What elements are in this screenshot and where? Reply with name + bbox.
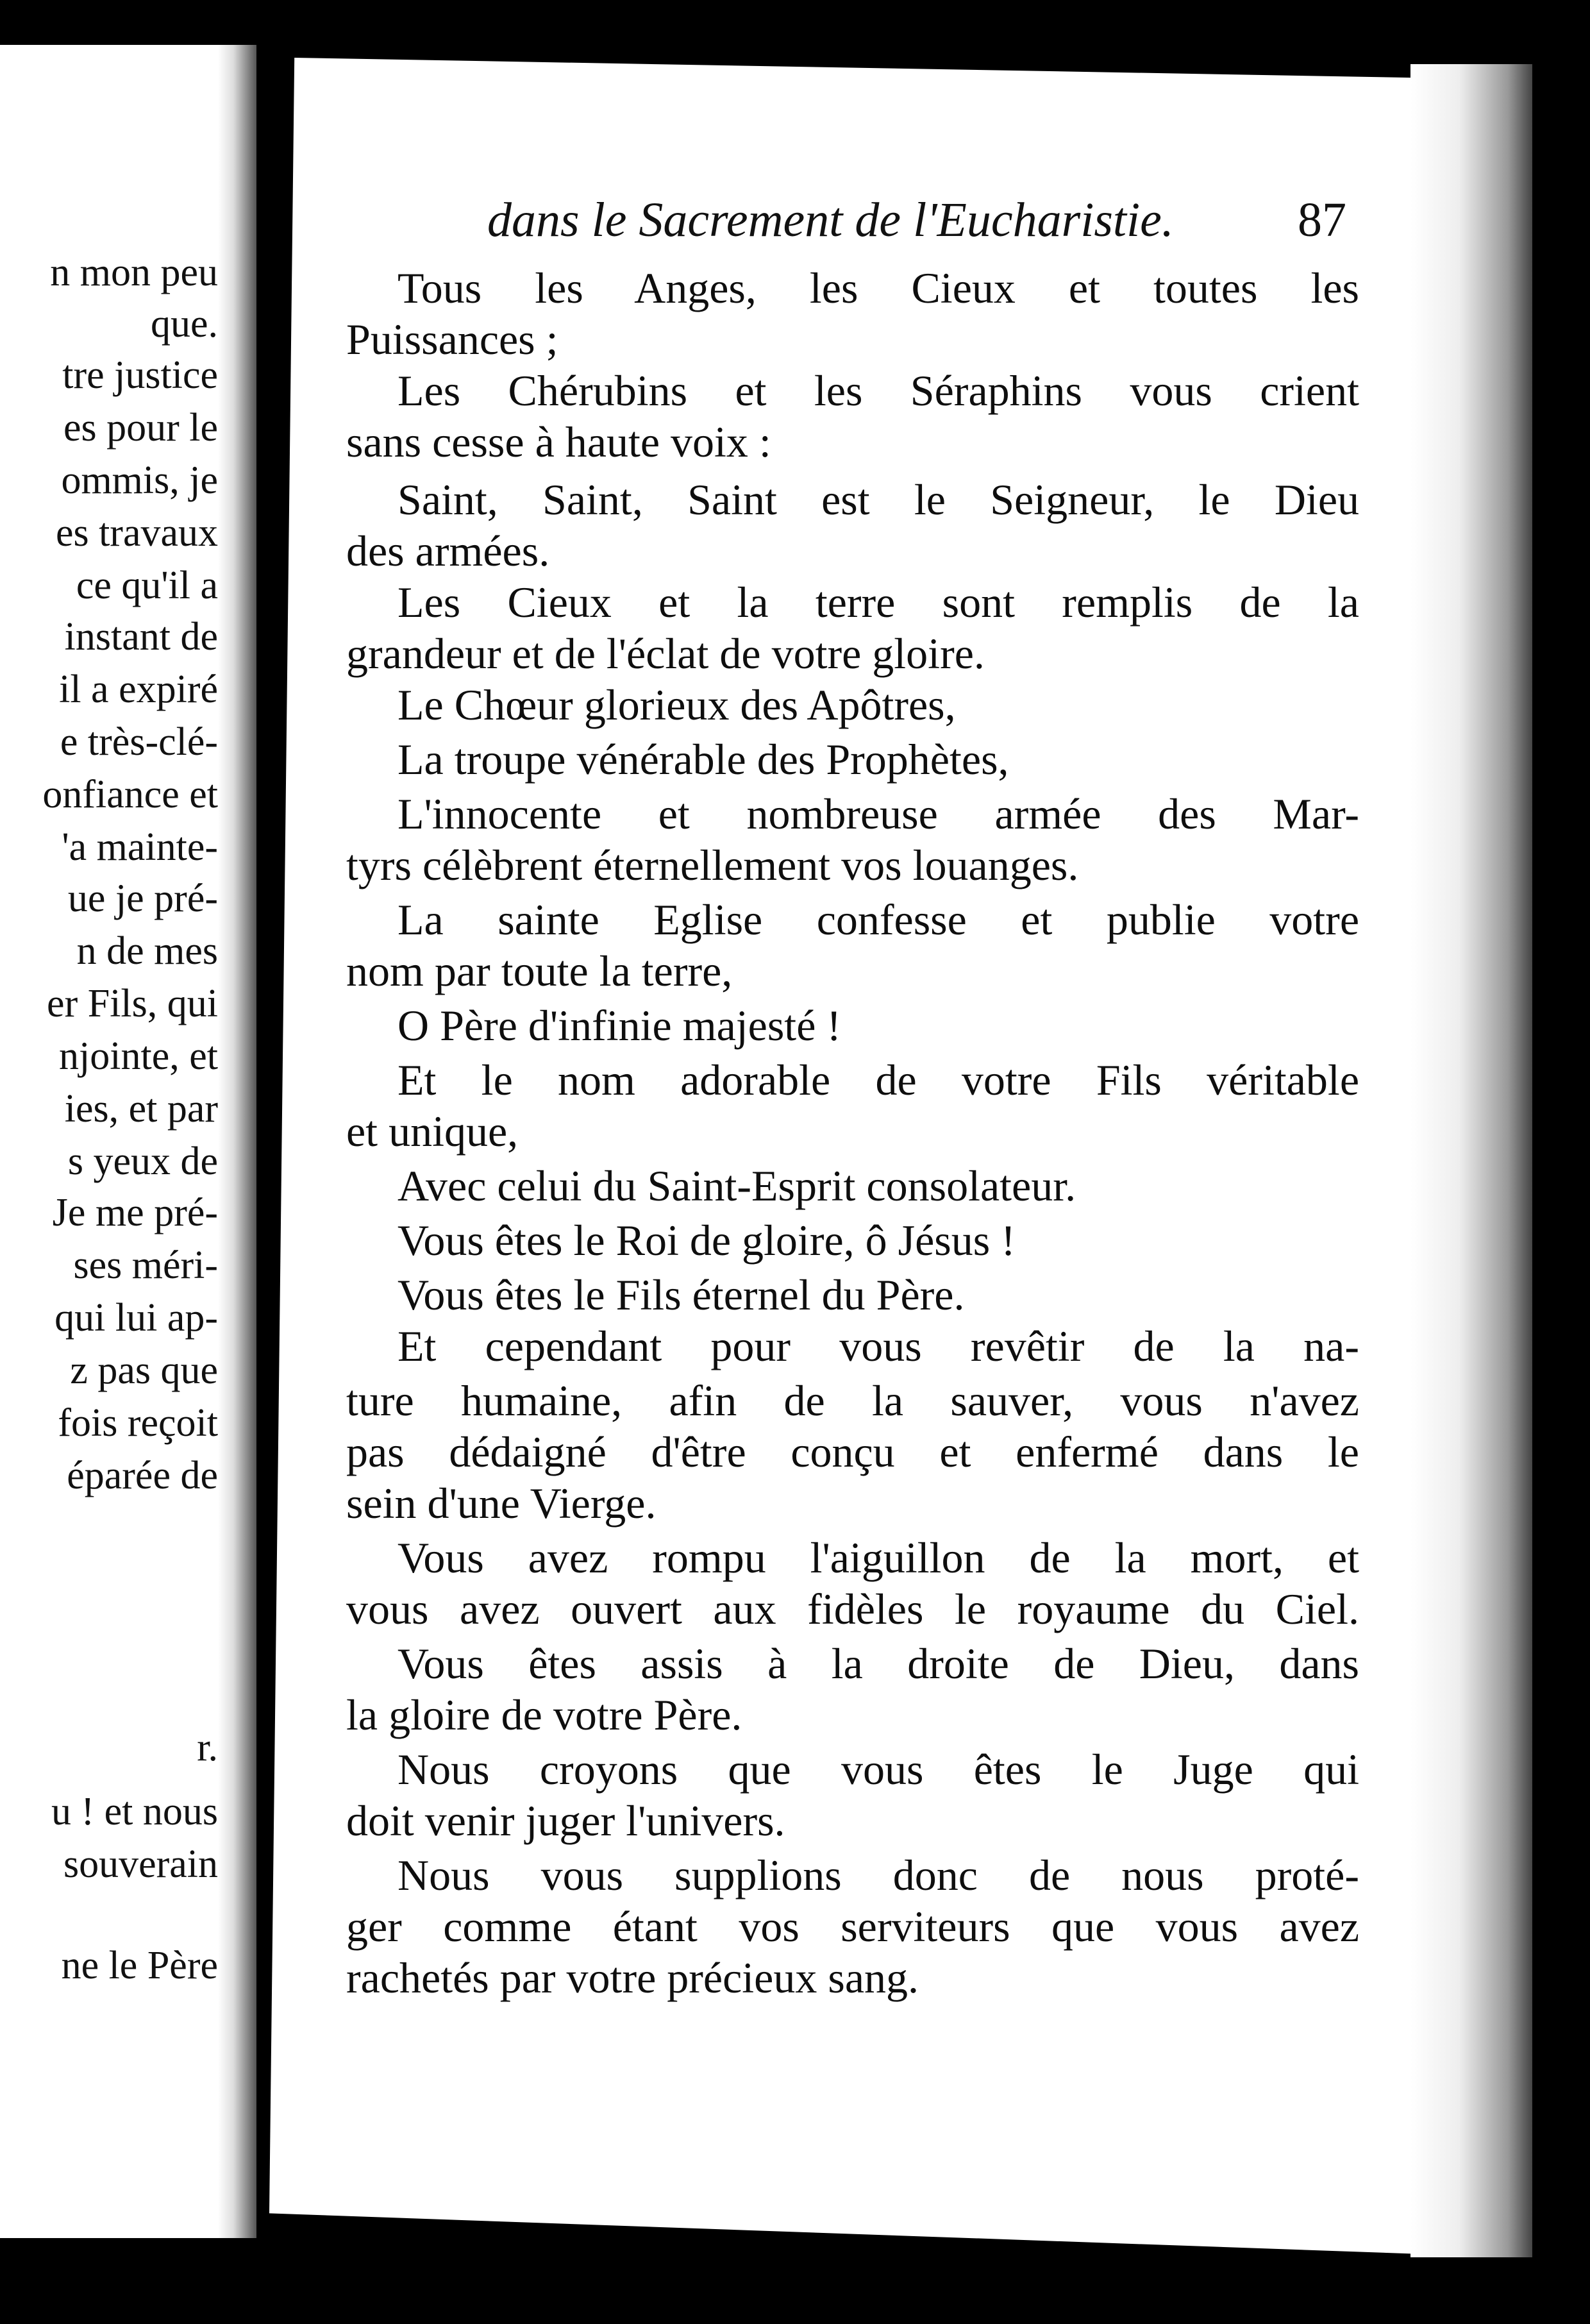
text-line: ies, et par <box>64 1087 218 1131</box>
page-gutter <box>218 45 256 2238</box>
page-edge-shadow <box>1410 64 1532 2257</box>
text-line: Vous êtes le Roi de gloire, ô Jésus ! <box>398 1216 1016 1265</box>
text-line: vous avez ouvert aux fidèles le royaume du Ciel. <box>346 1585 1359 1633</box>
text-line: O Père d'infinie majesté ! <box>398 1001 842 1050</box>
page-number: 87 <box>1298 193 1346 247</box>
text-line: souverain <box>63 1842 218 1886</box>
text-line: ne le Père <box>61 1944 218 1987</box>
text-line: instant de <box>64 615 218 659</box>
text-line: Le Chœur glorieux des Apôtres, <box>398 680 956 729</box>
text-line: ue je pré- <box>67 877 218 920</box>
text-line: Vous êtes le Fils éternel du Père. <box>398 1270 965 1319</box>
text-line: es travaux <box>55 511 218 555</box>
text-line: doit venir juger l'univers. <box>346 1796 785 1845</box>
text-line: Et cependant pour vous revêtir de la na- <box>398 1322 1359 1370</box>
text-line: nom par toute la terre, <box>346 947 733 995</box>
text-line: ses méri- <box>73 1243 218 1287</box>
text-line: et unique, <box>346 1107 519 1156</box>
text-line: que. <box>150 302 218 346</box>
text-line: s yeux de <box>67 1140 218 1183</box>
text-line: ger comme étant vos serviteurs que vous avez <box>346 1902 1359 1951</box>
text-line: njointe, et <box>59 1034 218 1078</box>
text-line: z pas que <box>70 1349 218 1392</box>
text-line: Vous avez rompu l'aiguillon de la mort, et <box>398 1533 1359 1582</box>
text-line: sans cesse à haute voix : <box>346 417 771 466</box>
text-line: il a expiré <box>59 668 218 711</box>
text-line: qui lui ap- <box>54 1296 218 1340</box>
previous-page <box>0 45 256 2238</box>
text-line: Puissances ; <box>346 315 558 364</box>
text-line: Saint, Saint, Saint est le Seigneur, le Dieu <box>398 475 1359 524</box>
page-header <box>487 192 1346 263</box>
text-line: ommis, je <box>61 459 218 502</box>
text-line: n de mes <box>76 929 218 973</box>
text-line: sein d'une Vierge. <box>346 1479 657 1528</box>
text-line: des armées. <box>346 526 550 575</box>
text-line: la gloire de votre Père. <box>346 1690 742 1739</box>
running-title: dans le Sacrement de l'Eucharistie. <box>487 193 1174 247</box>
text-line: fois reçoit <box>58 1401 218 1445</box>
text-line: tre justice <box>62 353 218 397</box>
text-line: Tous les Anges, les Cieux et toutes les <box>398 264 1359 312</box>
text-line: es pour le <box>63 406 218 450</box>
text-line: tyrs célèbrent éternellement vos louanges. <box>346 841 1079 889</box>
text-line: ce qu'il a <box>76 564 218 607</box>
text-line: Vous êtes assis à la droite de Dieu, dans <box>398 1639 1359 1688</box>
text-line: La troupe vénérable des Prophètes, <box>398 735 1009 784</box>
text-line: onfiance et <box>42 773 218 816</box>
text-line: Avec celui du Saint-Esprit consolateur. <box>398 1161 1076 1210</box>
text-line: Nous croyons que vous êtes le Juge qui <box>398 1745 1359 1794</box>
text-line: La sainte Eglise confesse et publie votre <box>398 895 1359 944</box>
text-line: Nous vous supplions donc de nous proté- <box>398 1851 1359 1899</box>
text-line: grandeur et de l'éclat de votre gloire. <box>346 629 985 678</box>
text-line: pas dédaigné d'être conçu et enfermé dans le <box>346 1427 1359 1476</box>
text-line: Les Cieux et la terre sont remplis de la <box>398 578 1359 627</box>
text-line: rachetés par votre précieux sang. <box>346 1953 919 2002</box>
text-line: er Fils, qui <box>47 982 218 1025</box>
text-line: Et le nom adorable de votre Fils véritable <box>398 1056 1359 1104</box>
text-line: e très-clé- <box>60 720 218 764</box>
text-line: u ! et nous <box>51 1790 218 1833</box>
text-line: n mon peu <box>50 251 218 294</box>
text-line: éparée de <box>67 1454 218 1497</box>
text-line: ture humaine, afin de la sauver, vous n'avez <box>346 1376 1359 1425</box>
text-line: Les Chérubins et les Séraphins vous crient <box>398 366 1359 415</box>
text-line: Je me pré- <box>52 1191 218 1234</box>
text-line: L'innocente et nombreuse armée des Mar- <box>398 789 1359 838</box>
text-line: 'a mainte- <box>62 825 218 869</box>
text-line: r. <box>197 1726 218 1769</box>
